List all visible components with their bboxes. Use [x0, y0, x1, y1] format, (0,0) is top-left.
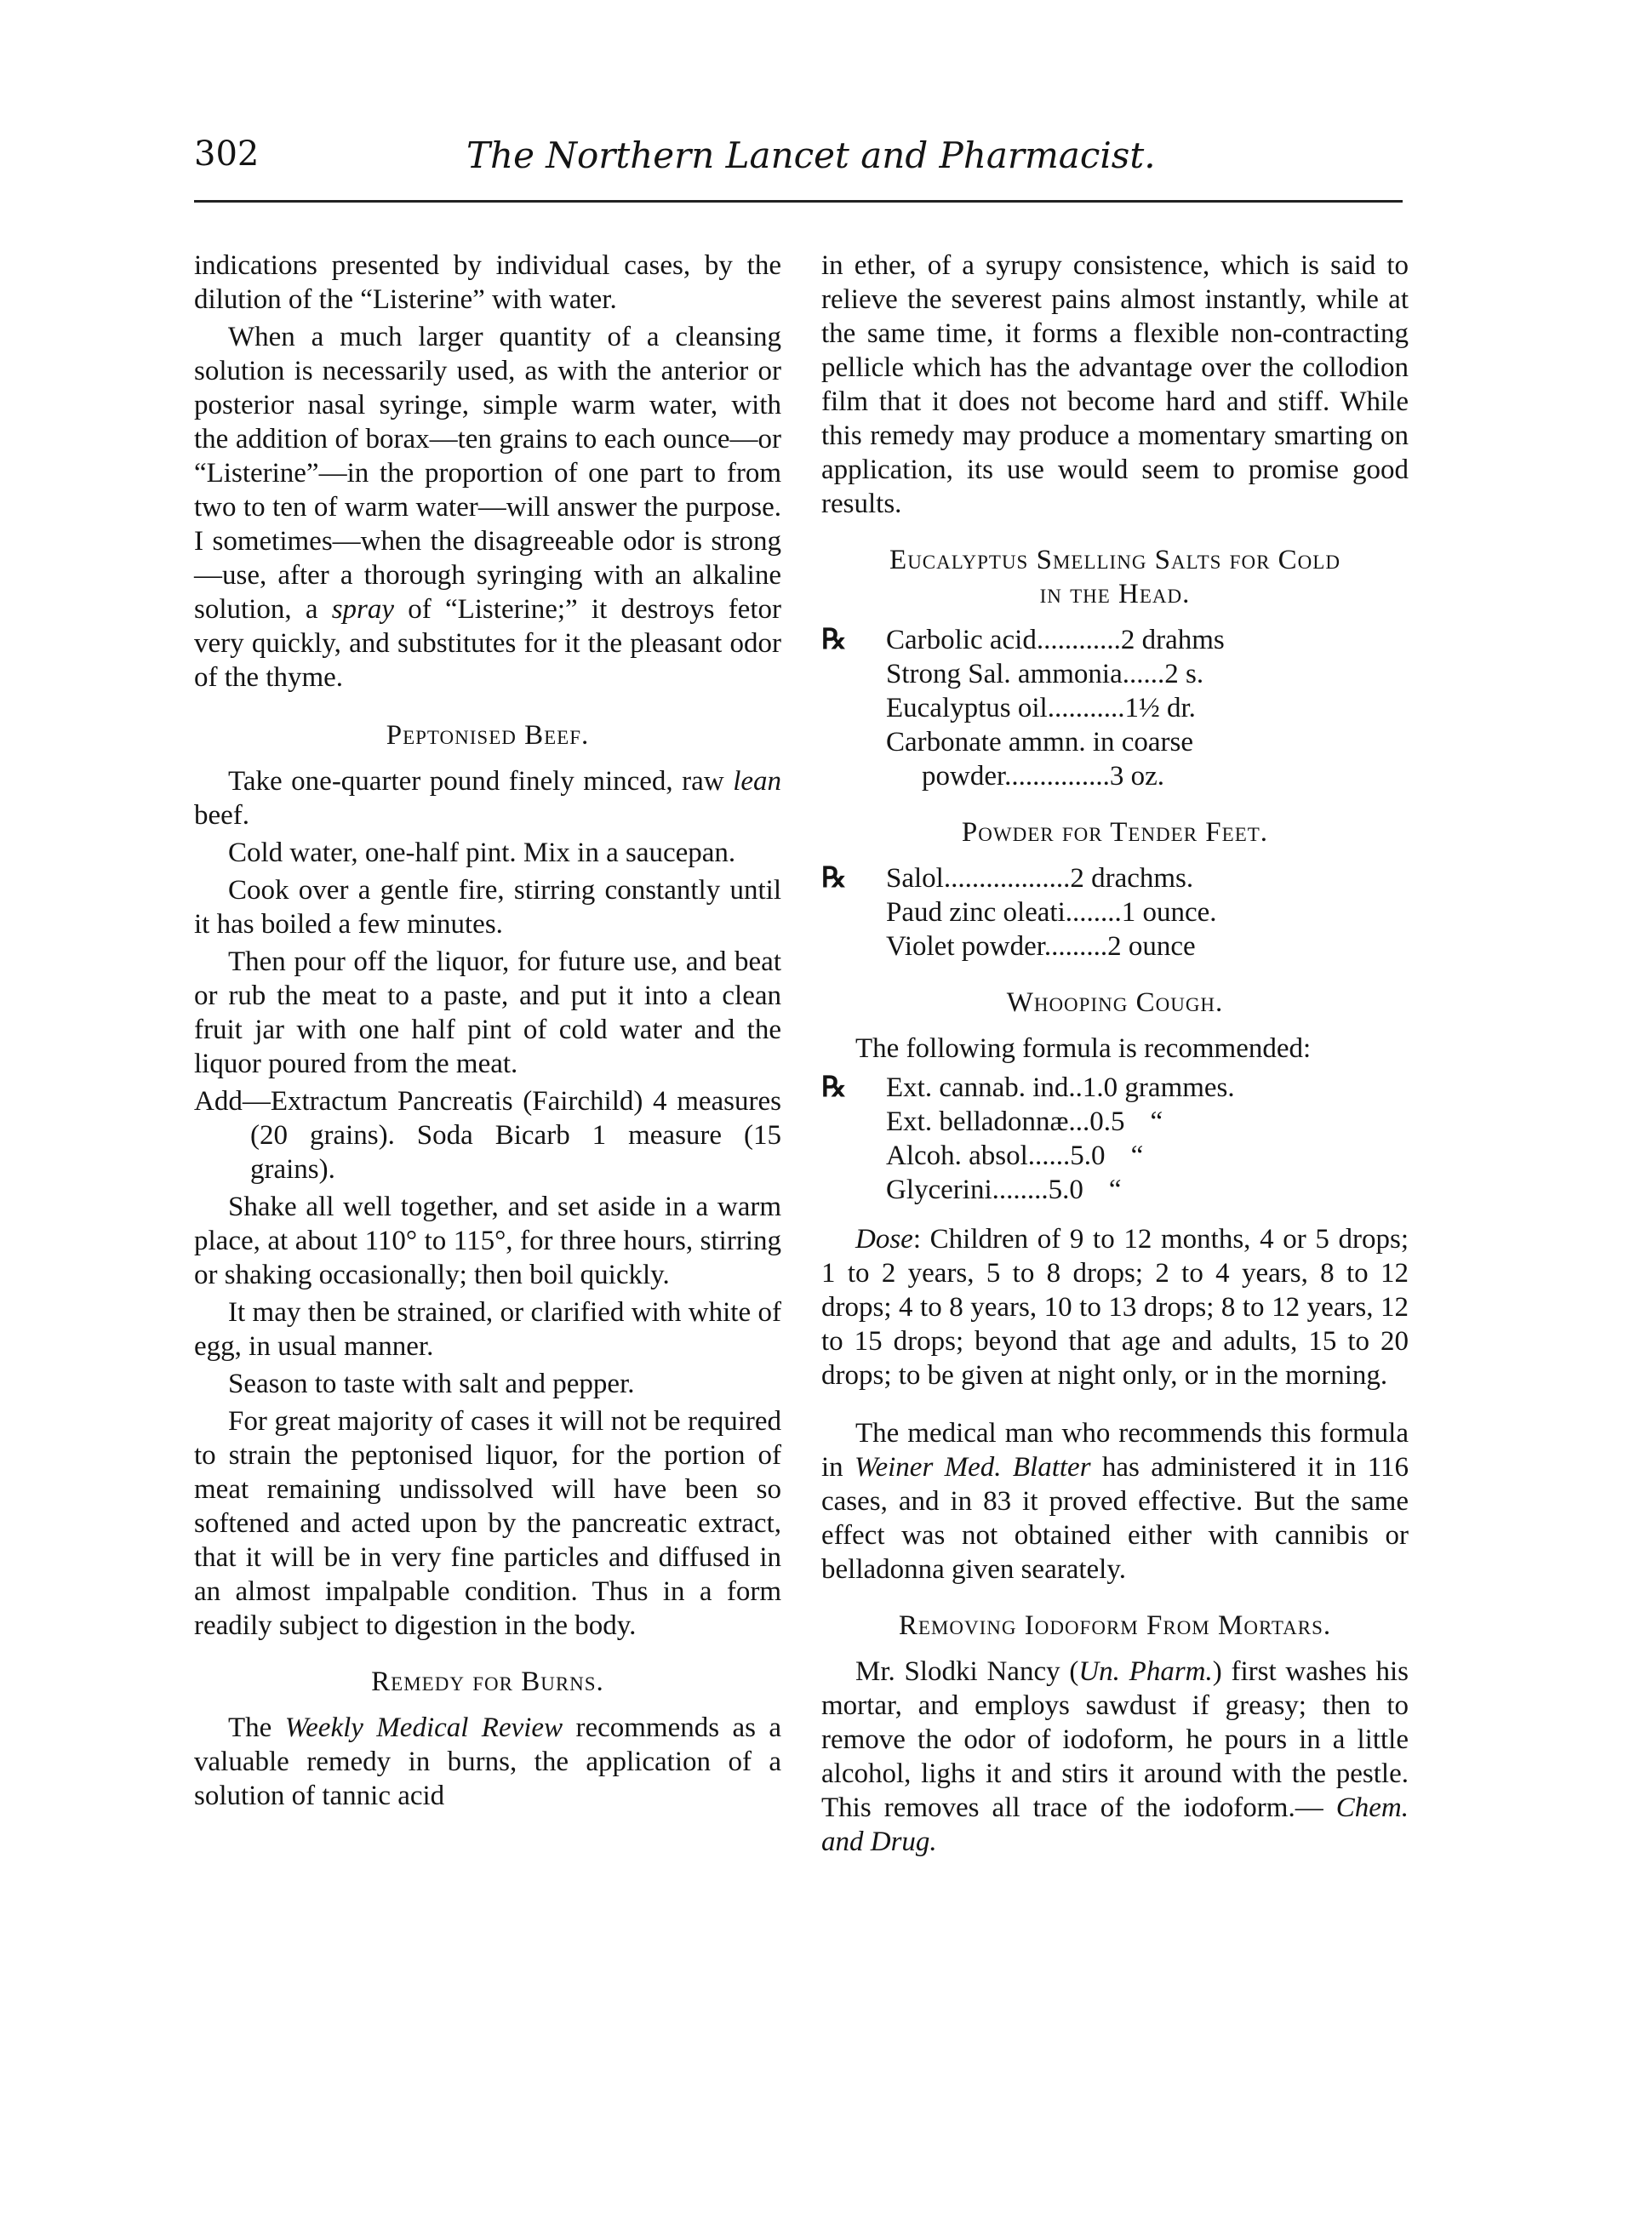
- paragraph: When a much larger quantity of a cleansing solution is necessarily used, as with the anterior or posterior nasal syringe, simple warm water, with the addition of borax—ten grains to each ounce—or “Listerine”—in the proportion of one part to from two to ten of warm water—will answer the purpose. I sometimes—when the disagreeable odor is strong—use, after a thorough syringing with an alkaline solution, a spray of “Listerine;” it destroys fetor very quickly, and substitutes for it the pleasant odor of the thyme.: [194, 322, 781, 693]
- prescription-eucalyptus: [821, 623, 1409, 793]
- section-heading-whooping-cough: Whooping Cough.: [1006, 987, 1224, 1018]
- header-rule: [194, 200, 1403, 203]
- ditto-mark: “: [1108, 1175, 1122, 1205]
- page-header: [194, 128, 1403, 187]
- paragraph: The medical man who recommends this formula in Weiner Med. Blatter has administered it in 116 cases, and in 83 it proved effective. But the same effect was not obtained either with cannibis or belladonna given searately.: [821, 1418, 1409, 1585]
- ditto-mark: “: [1130, 1141, 1144, 1171]
- prescription-line: Strong Sal. ammonia......2 s.: [886, 659, 1204, 689]
- paragraph: Mr. Slodki Nancy (Un. Pharm.) first washes his mortar, and employs sawdust if greasy; then to remove the odor of iodoform, he pours in a little alcohol, lighs it and stirs it around with the pestle. This removes all trace of the iodoform.— Chem. and Drug.: [821, 1656, 1409, 1857]
- paragraph: The following formula is recommended:: [855, 1033, 1312, 1064]
- recipe-symbol: ℞: [821, 625, 847, 655]
- ditto-mark: “: [1150, 1106, 1163, 1137]
- section-heading-tender-feet: Powder for Tender Feet.: [961, 817, 1269, 848]
- prescription-line: Eucalyptus oil...........1½ dr.: [886, 693, 1196, 723]
- prescription-line: Carbolic acid............2 drahms: [886, 625, 1225, 655]
- paragraph: indications presented by individual cases, by the dilution of the “Listerine” with water.: [194, 250, 781, 315]
- page-number: 302: [194, 134, 260, 174]
- paragraph: The Weekly Medical Review recommends as a valuable remedy in burns, the application of a solution of tannic acid: [194, 1712, 782, 1811]
- prescription-line: Carbonate ammn. in coarse: [886, 727, 1194, 758]
- prescription-line: Ext. belladonnæ...0.5 “: [886, 1106, 1163, 1137]
- paragraph: Then pour off the liquor, for future use, and beat or rub the meat to a paste, and put it into a clean fruit jar with one half pint of cold water and the liquor poured from the meat.: [194, 946, 781, 1079]
- left-column: [194, 249, 781, 1816]
- recipe-symbol: ℞: [821, 1072, 847, 1103]
- paragraph: It may then be strained, or clarified with white of egg, in usual manner.: [194, 1297, 781, 1362]
- prescription-line: powder...............3 oz.: [922, 761, 1165, 792]
- paragraph: Cook over a gentle fire, stirring constantly until it has boiled a few minutes.: [194, 875, 781, 940]
- paragraph: in ether, of a syrupy consistence, which is said to relieve the severest pains almost instantly, while at the same time, it forms a flexible non-contracting pellicle which has the advantage over the collodion film that it does not become hard and stiff. While this remedy may produce a momentary smarting on application, its use would seem to promise good results.: [821, 250, 1409, 519]
- section-heading-peptonised-beef: Peptonised Beef.: [386, 720, 590, 751]
- prescription-whooping-cough: [821, 1071, 1409, 1207]
- prescription-line: Paud zinc oleati........1 ounce.: [886, 897, 1217, 928]
- paragraph: Dose: Children of 9 to 12 months, 4 or 5 drops; 1 to 2 years, 5 to 8 drops; 2 to 4 years, 8 to 12 drops; 4 to 8 years, 10 to 13 drops; 8 to 12 years, 12 to 15 drops; beyond that age and adults, 15 to 20 drops; to be given at night only, or in the morning.: [821, 1224, 1409, 1391]
- paragraph: For great majority of cases it will not be required to strain the peptonised liquor, for the portion of meat remaining undissolved will have been so softened and acted upon by the pancreatic extract, that it will be in very fine particles and diffused in an almost impalpable condition. Thus in a form readily subject to digestion in the body.: [194, 1406, 781, 1641]
- prescription-line: Violet powder.........2 ounce: [886, 931, 1196, 962]
- prescription-line: Glycerini........5.0 “: [886, 1175, 1122, 1205]
- paragraph: Add—Extractum Pancreatis (Fairchild) 4 measures (20 grains). Soda Bicarb 1 measure (15 grains).: [194, 1086, 781, 1185]
- right-column: [821, 249, 1409, 1862]
- prescription-line: Salol..................2 drachms.: [886, 863, 1194, 894]
- prescription-tender-feet: [821, 861, 1409, 963]
- paragraph: Season to taste with salt and pepper.: [228, 1369, 635, 1399]
- section-heading-removing-iodoform: Removing Iodoform From Mortars.: [898, 1610, 1332, 1641]
- paragraph: Cold water, one-half pint. Mix in a saucepan.: [228, 838, 736, 868]
- prescription-line: Ext. cannab. ind..1.0 grammes.: [886, 1072, 1235, 1103]
- section-heading-eucalyptus-salts: Eucalyptus Smelling Salts for Cold in the Head.: [889, 545, 1340, 609]
- paragraph: Shake all well together, and set aside in a warm place, at about 110° to 115°, for three hours, stirring or shaking occasionally; then boil quickly.: [194, 1192, 781, 1290]
- running-title: The Northern Lancet and Pharmacist.: [466, 134, 1156, 176]
- paragraph: Take one-quarter pound finely minced, raw lean beef.: [194, 766, 782, 831]
- prescription-line: Alcoh. absol......5.0 “: [886, 1141, 1144, 1171]
- section-heading-remedy-for-burns: Remedy for Burns.: [371, 1667, 604, 1697]
- recipe-symbol: ℞: [821, 863, 847, 894]
